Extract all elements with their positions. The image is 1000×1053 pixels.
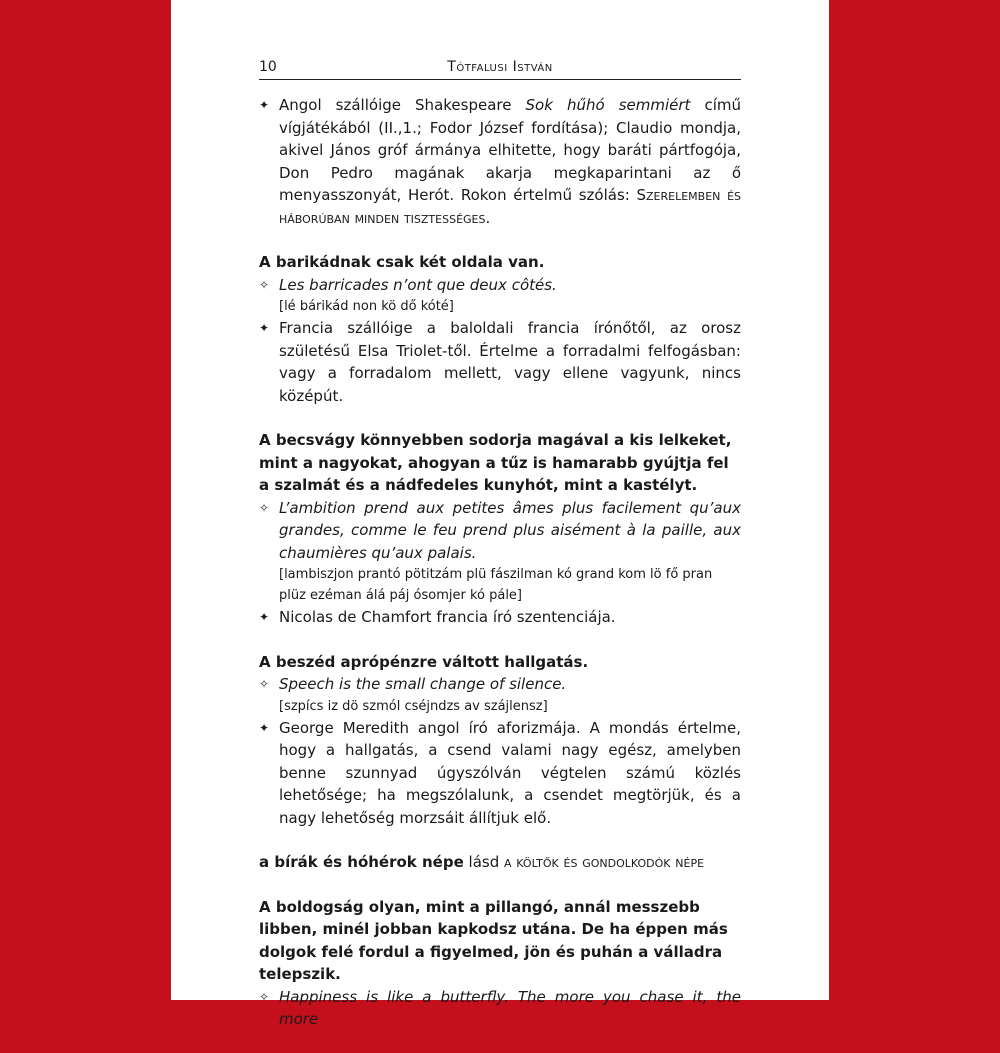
dictionary-entry xyxy=(259,896,741,1031)
cross-reference: a költők és gondolkodók népe xyxy=(504,853,705,871)
dictionary-entry xyxy=(259,651,741,830)
origin-text: George Meredith angol író aforizmája. A mondás értelme, hogy a hallgatás, a csend valami nagy egész, amelyben benne szunnyad úgyszólván végtelen számú közlés lehetősége; ha megszólalunk, a csendet megtörjük, és a nagy lehetőség morzsáit állítjuk elő. xyxy=(279,718,741,827)
original-star-icon: ✧ xyxy=(259,277,270,292)
dictionary-entry xyxy=(259,851,741,874)
original-text: Speech is the small change of silence. xyxy=(279,675,567,693)
original-star-icon: ✧ xyxy=(259,677,270,691)
origin-note xyxy=(259,317,741,407)
pronunciation: [lé bárikád non kö dő kóté] xyxy=(279,299,454,314)
work-title: Sok hűhó semmiért xyxy=(525,96,691,114)
pronunciation: [szpícs iz dö szmól cséjndzs av szájlensz] xyxy=(279,698,548,714)
origin-note xyxy=(259,94,741,229)
origin-note xyxy=(259,717,741,830)
original-star-icon: ✧ xyxy=(259,500,270,515)
origin-text: című vígjátékából (II.,1.; Fodor József fordítása); Claudio mondja, akivel János gróf ármánya elhitette, hogy baráti pártfogója, Don Pedro magának akarja megkaparintani az ő menyasszonyát, Herót. Rokon értelmű szólás: xyxy=(279,96,741,204)
origin-text: Angol szállóige Shakespeare xyxy=(279,96,526,114)
page-body xyxy=(259,94,741,1053)
original-quote xyxy=(259,673,741,696)
headword: A boldogság olyan, mint a pillangó, annál messzebb libben, minél jobban kapkodsz utána. De ha éppen más dolgok felé fordul a figyelmed, jön és puhán a válladra telepszik. xyxy=(259,897,728,983)
origin-star-icon: ✦ xyxy=(259,321,270,335)
running-header xyxy=(259,57,741,80)
origin-star-icon: ✦ xyxy=(259,720,270,735)
dictionary-entry xyxy=(259,251,741,407)
original-text: L’ambition prend aux petites âmes plus facilement qu’aux grandes, comme le feu prend plus aisément à la paille, aux chaumières qu’aux palais. xyxy=(279,498,741,562)
headword: A becsvágy könnyebben sodorja magával a kis lelkeket, mint a nagyokat, ahogyan a tűz is hamarabb gyújtja fel a szalmát és a nádfedeles kunyhót, mint a kastélyt. xyxy=(259,431,732,494)
original-quote xyxy=(259,274,741,297)
page-number: 10 xyxy=(259,59,277,75)
headword: A barikádnak csak két oldala van. xyxy=(259,253,545,271)
origin-note xyxy=(259,606,741,629)
origin-text: Francia szállóige a baloldali francia írónőtől, az orosz születésű Elsa Triolet-től. Értelme a forradalmi felfogásban: vagy a forradalom mellett, vagy ellene vagyunk, nincs középút. xyxy=(279,319,741,405)
dictionary-entry xyxy=(259,94,741,229)
original-quote xyxy=(259,986,741,1031)
book-page xyxy=(171,0,829,1028)
pronunciation: [lambiszjon prantó pötitzám plü fászilman kó grand kom lö fő pran plüz ezéman álá páj ósomjer kó pále] xyxy=(279,567,713,603)
running-title-author: Tótfalusi István xyxy=(447,59,553,75)
origin-star-icon: ✦ xyxy=(259,610,270,624)
headword: A beszéd aprópénzre váltott hallgatás. xyxy=(259,652,589,671)
dictionary-entry xyxy=(259,429,741,629)
origin-star-icon: ✦ xyxy=(259,98,270,112)
see-label: lásd xyxy=(463,853,504,871)
original-star-icon: ✧ xyxy=(259,989,270,1004)
original-text: Happiness is like a butterfly. The more you chase it, the more xyxy=(279,987,741,1028)
original-quote xyxy=(259,497,741,565)
original-text: Les barricades n’ont que deux côtés. xyxy=(279,275,557,294)
origin-text: Nicolas de Chamfort francia író szentenciája. xyxy=(279,608,616,626)
headword: a bírák és hóhérok népe xyxy=(259,853,464,871)
cross-reference: Szerelemben és háborúban minden tisztességes. xyxy=(279,186,741,227)
